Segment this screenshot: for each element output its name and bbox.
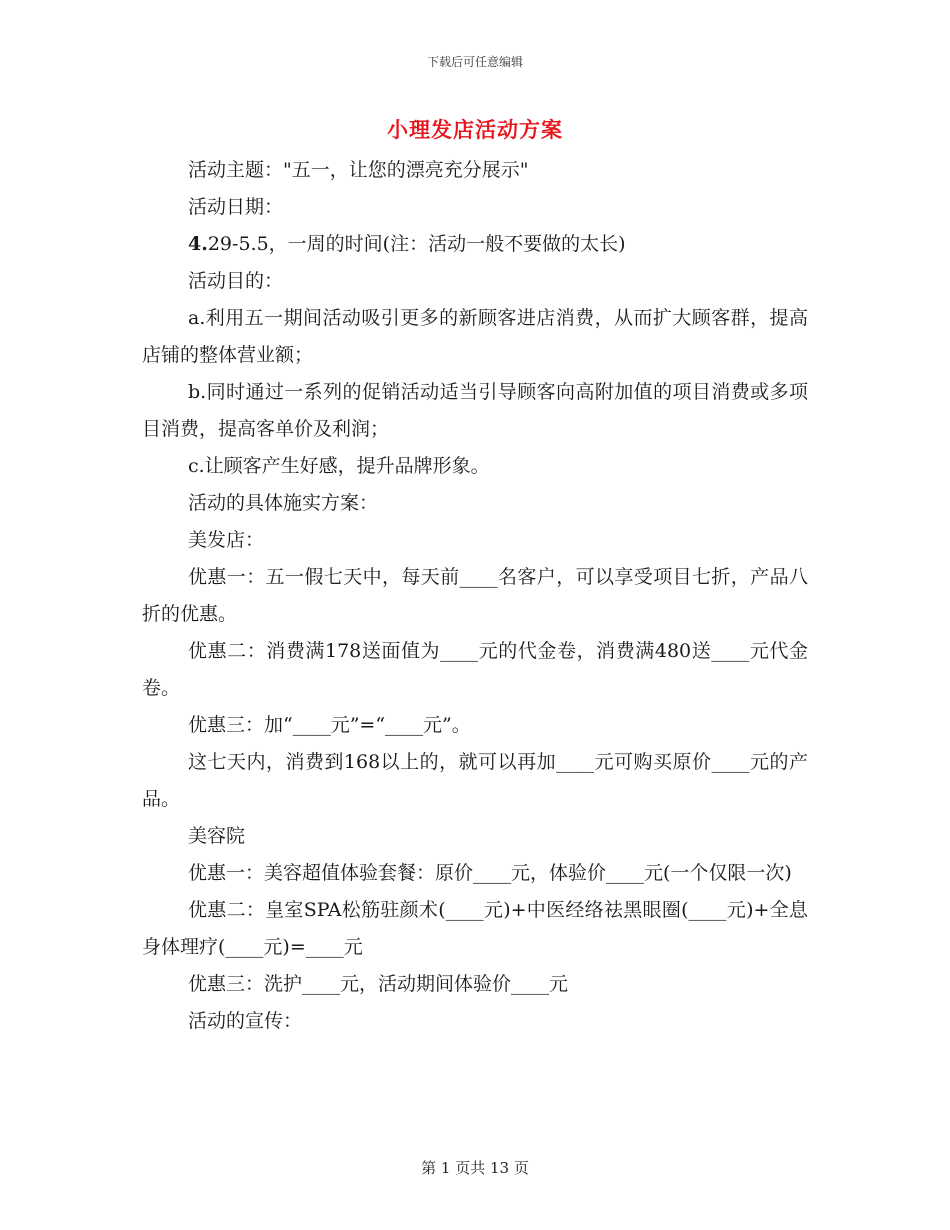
document-body <box>142 152 808 1040</box>
paragraph-date-label: 活动日期： <box>188 196 284 218</box>
paragraph-goal-b: b.同时通过一系列的促销活动适当引导顾客向高附加值的项目消费或多项目消费，提高客单价及利润； <box>142 381 808 440</box>
page-footer: 第 1 页共 13 页 <box>421 1159 529 1177</box>
paragraph-goal-a: a.利用五一期间活动吸引更多的新顾客进店消费，从而扩大顾客群，提高店铺的整体营业额； <box>142 307 808 366</box>
paragraph-plan-label: 活动的具体施实方案： <box>188 492 379 514</box>
paragraph-beauty-offer-3: 优惠三：洗护____元，活动期间体验价____元 <box>188 973 569 995</box>
paragraph-beauty-offer-1: 优惠一：美容超值体验套餐：原价____元，体验价____元(一个仅限一次) <box>188 862 792 884</box>
paragraph-beauty-label: 美容院 <box>188 825 246 847</box>
paragraph-date-range <box>142 226 808 263</box>
paragraph-goal-label: 活动目的： <box>188 270 284 292</box>
list-number: 4. <box>188 233 208 255</box>
paragraph-salon-offer-2: 优惠二：消费满178送面值为____元的代金卷，消费满480送____元代金卷。 <box>142 640 808 699</box>
paragraph-salon-label: 美发店： <box>188 529 265 551</box>
paragraph-promo-label: 活动的宣传： <box>188 1010 303 1032</box>
header-note: 下载后可任意编辑 <box>426 55 523 69</box>
paragraph-goal-c: c.让顾客产生好感，提升品牌形象。 <box>188 455 490 477</box>
document-title: 小理发店活动方案 <box>387 117 563 142</box>
paragraph-salon-offer-1: 优惠一：五一假七天中，每天前____名客户，可以享受项目七折，产品八折的优惠。 <box>142 566 808 625</box>
paragraph-salon-offer-3: 优惠三：加“____元”=“____元”。 <box>188 714 471 736</box>
date-range-text: 29-5.5，一周的时间(注：活动一般不要做的太长) <box>207 233 626 255</box>
paragraph-beauty-offer-2: 优惠二：皇室SPA松筋驻颜术(____元)+中医经络祛黑眼圈(____元)+全息身体理疗(____元)=____元 <box>142 899 808 958</box>
paragraph-salon-extra: 这七天内，消费到168以上的，就可以再加____元可购买原价____元的产品。 <box>142 751 808 810</box>
paragraph-theme: 活动主题："五一，让您的漂亮充分展示" <box>188 159 529 181</box>
